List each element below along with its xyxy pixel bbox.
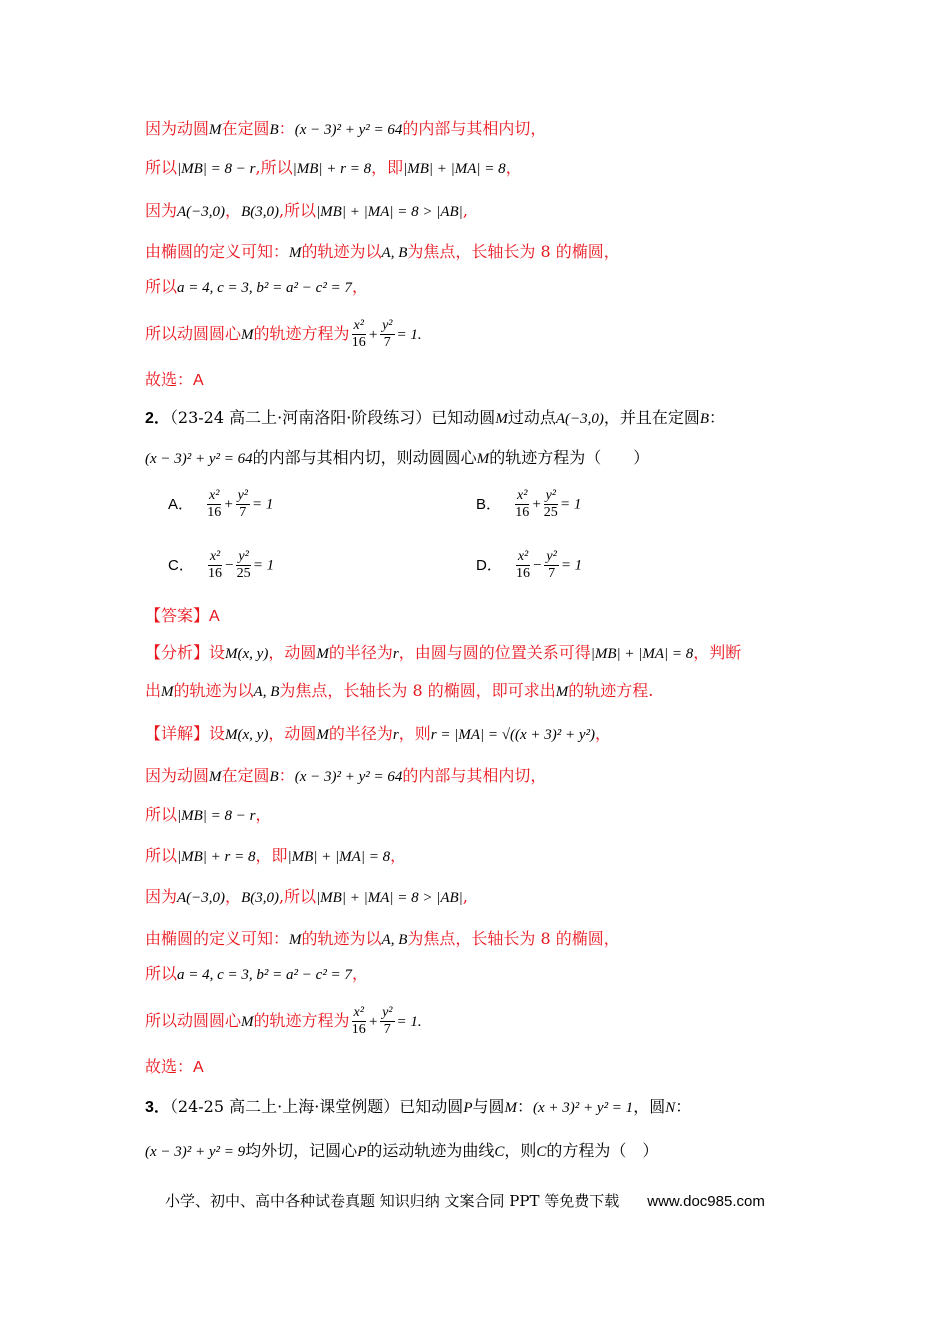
math: + bbox=[531, 496, 542, 513]
detail-line8 bbox=[145, 1005, 422, 1038]
text: ， bbox=[225, 201, 242, 220]
math: |MB| + r = 8 bbox=[177, 849, 256, 865]
math: (x − 3)² + y² = 9 bbox=[145, 1144, 246, 1160]
numerator: x² bbox=[353, 1005, 364, 1020]
denominator: 16 bbox=[351, 335, 366, 350]
text: 因为 bbox=[145, 887, 178, 906]
solution-line bbox=[145, 318, 422, 351]
text: 的轨迹方程为 bbox=[253, 324, 350, 343]
math: B bbox=[699, 411, 710, 427]
text: ， bbox=[255, 805, 272, 824]
denominator: 16 bbox=[515, 505, 530, 520]
math: M bbox=[209, 122, 222, 138]
analysis-line1 bbox=[145, 642, 741, 665]
math: M bbox=[495, 411, 508, 427]
text: 的轨迹为以 bbox=[301, 242, 382, 261]
option-a[interactable] bbox=[168, 488, 273, 521]
text: 所以动圆圆心 bbox=[145, 1011, 242, 1030]
text: ，则 bbox=[398, 724, 431, 743]
math: A(−3,0) bbox=[555, 411, 604, 427]
detail-line7 bbox=[145, 963, 368, 986]
numerator: y² bbox=[382, 1005, 393, 1020]
text: ： bbox=[278, 766, 295, 785]
detail-line5 bbox=[145, 886, 468, 909]
text: ，动圆 bbox=[268, 724, 317, 743]
text: ， bbox=[225, 887, 242, 906]
detail-tag: 【详解】 bbox=[145, 724, 210, 743]
math: r bbox=[392, 646, 399, 662]
answer-value: A bbox=[209, 608, 220, 625]
denominator: 16 bbox=[516, 566, 531, 581]
math: = 1 bbox=[560, 557, 583, 574]
option-c[interactable] bbox=[168, 549, 274, 582]
solution-line bbox=[145, 200, 468, 223]
math: A(−3,0) bbox=[177, 890, 226, 906]
math: |MB| = 8 − r bbox=[177, 808, 256, 824]
numerator: x² bbox=[209, 488, 220, 503]
text: 的运动轨迹为曲线 bbox=[366, 1141, 495, 1160]
math: a = 4, c = 3, b² = a² − c² = 7 bbox=[177, 280, 352, 296]
text: 为焦点，长轴长为 8 的椭圆， bbox=[407, 929, 620, 948]
numerator: x² bbox=[209, 549, 221, 564]
math: |MB| = 8 − r bbox=[177, 161, 256, 177]
text: ， bbox=[351, 277, 368, 296]
text: 因为动圆 bbox=[145, 119, 210, 138]
text: 的轨迹方程为 bbox=[253, 1011, 350, 1030]
text: 所以动圆圆心 bbox=[145, 324, 242, 343]
text: 的内部与其相内切， bbox=[402, 766, 547, 785]
text: ，由圆与圆的位置关系可得 bbox=[398, 643, 591, 662]
math: M bbox=[476, 451, 490, 467]
denominator: 25 bbox=[236, 566, 251, 581]
text: 所以 bbox=[145, 846, 178, 865]
math: B(3,0) bbox=[241, 204, 279, 220]
text: 的轨迹方程. bbox=[568, 681, 654, 700]
text: , bbox=[462, 201, 468, 220]
answer-choice: 故选：A bbox=[145, 1059, 204, 1076]
math: M bbox=[316, 646, 329, 662]
text: 为焦点，长轴长为 8 的椭圆，即可求出 bbox=[279, 681, 556, 700]
option-label: C． bbox=[168, 556, 194, 574]
option-d[interactable] bbox=[476, 549, 582, 582]
text: ： bbox=[709, 408, 726, 427]
text: ， bbox=[390, 846, 407, 865]
text: ： bbox=[278, 119, 295, 138]
text: 的半径为 bbox=[328, 724, 393, 743]
text: ,所以 bbox=[278, 887, 317, 906]
text: 所以 bbox=[145, 158, 178, 177]
text: 的半径为 bbox=[328, 643, 393, 662]
math: r = |MA| = √((x + 3)² + y²) bbox=[430, 727, 595, 743]
question-number: 3． bbox=[145, 1099, 170, 1116]
math: M bbox=[161, 684, 174, 700]
math: = 1. bbox=[396, 1014, 422, 1030]
math: = 1. bbox=[396, 327, 422, 343]
text: 设 bbox=[209, 724, 226, 743]
denominator: 25 bbox=[543, 505, 558, 520]
text: ，动圆 bbox=[268, 643, 317, 662]
denominator: 7 bbox=[548, 566, 556, 581]
text: 均外切，记圆心 bbox=[245, 1141, 358, 1160]
numerator: y² bbox=[546, 549, 557, 564]
numerator: y² bbox=[382, 318, 393, 333]
question-2-line1 bbox=[145, 407, 725, 430]
math: + bbox=[223, 496, 234, 513]
text: ，并且在定圆 bbox=[603, 408, 700, 427]
text: 由椭圆的定义可知： bbox=[145, 242, 290, 261]
text: 由椭圆的定义可知： bbox=[145, 929, 290, 948]
fraction bbox=[380, 318, 394, 351]
detail-line4 bbox=[145, 845, 406, 868]
math: A, B bbox=[381, 932, 408, 948]
numerator: y² bbox=[237, 488, 248, 503]
text: 与圆 bbox=[472, 1097, 505, 1116]
question-source: （24-25 高二上·上海·课堂例题） bbox=[169, 1097, 400, 1116]
math: (x + 3)² + y² = 1 bbox=[533, 1100, 634, 1116]
math: P bbox=[463, 1100, 473, 1116]
question-number: 2． bbox=[145, 410, 170, 427]
text: 的轨迹为以 bbox=[301, 929, 382, 948]
option-b[interactable] bbox=[476, 488, 581, 521]
text: 因为动圆 bbox=[145, 766, 210, 785]
text: 设 bbox=[209, 643, 226, 662]
text: , bbox=[462, 887, 468, 906]
math: M bbox=[555, 684, 569, 700]
math: (x − 3)² + y² = 64 bbox=[294, 769, 403, 785]
answer-choice: 故选：A bbox=[145, 372, 204, 389]
text: 因为 bbox=[145, 201, 178, 220]
math: M bbox=[504, 1100, 517, 1116]
question-3-line2 bbox=[145, 1140, 658, 1163]
math: (x − 3)² + y² = 64 bbox=[145, 451, 253, 467]
text: ,所以 bbox=[255, 158, 293, 177]
math: (x − 3)² + y² = 64 bbox=[294, 122, 403, 138]
text: 已知动圆 bbox=[431, 408, 496, 427]
fraction bbox=[208, 549, 222, 582]
option-label: B． bbox=[476, 495, 502, 513]
text: ： bbox=[675, 1097, 692, 1116]
denominator: 16 bbox=[208, 566, 223, 581]
solution-line bbox=[145, 118, 546, 141]
math: a = 4, c = 3, b² = a² − c² = 7 bbox=[177, 967, 352, 983]
option-label: D． bbox=[476, 556, 502, 574]
math: M bbox=[289, 932, 302, 948]
numerator: x² bbox=[517, 488, 528, 503]
text: 所以 bbox=[145, 964, 178, 983]
text: 所以 bbox=[145, 805, 178, 824]
numerator: x² bbox=[353, 318, 364, 333]
fraction bbox=[516, 549, 530, 582]
text: 在定圆 bbox=[221, 766, 270, 785]
math: B bbox=[269, 769, 279, 785]
math: M(x, y) bbox=[225, 727, 269, 743]
fraction bbox=[544, 488, 558, 521]
detail-line2 bbox=[145, 765, 546, 788]
detail-line3 bbox=[145, 804, 272, 827]
solution-line bbox=[145, 241, 620, 264]
math: |MB| + |MA| = 8 bbox=[590, 646, 694, 662]
solution-line bbox=[145, 276, 368, 299]
answer-line bbox=[145, 605, 220, 628]
math: = 1 bbox=[251, 496, 274, 513]
math: − bbox=[532, 557, 543, 574]
math: + bbox=[367, 327, 379, 343]
text: 的方程为（ ） bbox=[546, 1141, 659, 1160]
numerator: y² bbox=[545, 488, 556, 503]
option-label: A． bbox=[168, 495, 194, 513]
question-2-line2 bbox=[145, 447, 649, 470]
fraction bbox=[515, 488, 529, 521]
denominator: 7 bbox=[383, 335, 391, 350]
fraction bbox=[352, 318, 366, 351]
denominator: 16 bbox=[207, 505, 222, 520]
fraction bbox=[236, 488, 250, 521]
text: ，圆 bbox=[633, 1097, 666, 1116]
math: |MB| + |MA| = 8 > |AB| bbox=[316, 204, 463, 220]
answer-tag: 【答案】 bbox=[145, 606, 210, 625]
math: C bbox=[536, 1144, 547, 1160]
math: C bbox=[494, 1144, 505, 1160]
math: A(−3,0) bbox=[177, 204, 226, 220]
page-footer bbox=[165, 1190, 765, 1211]
fraction bbox=[352, 1005, 366, 1038]
text: ,所以 bbox=[278, 201, 317, 220]
numerator: y² bbox=[238, 549, 249, 564]
text: 所以 bbox=[145, 277, 178, 296]
text: 的轨迹为以 bbox=[173, 681, 254, 700]
math: M bbox=[316, 727, 329, 743]
fraction bbox=[380, 1005, 394, 1038]
text: 的轨迹方程为（ ） bbox=[489, 448, 650, 467]
math: N bbox=[665, 1100, 676, 1116]
math: B(3,0) bbox=[241, 890, 279, 906]
fraction bbox=[236, 549, 250, 582]
analysis-line2 bbox=[145, 680, 653, 703]
text: ， bbox=[351, 964, 368, 983]
fraction bbox=[207, 488, 221, 521]
detail-line6 bbox=[145, 928, 620, 951]
math: + bbox=[367, 1014, 379, 1030]
math: M bbox=[209, 769, 222, 785]
math: |MB| + r = 8 bbox=[292, 161, 372, 177]
footer-link[interactable]: www.doc985.com bbox=[647, 1193, 765, 1210]
math: A, B bbox=[381, 245, 408, 261]
math: P bbox=[357, 1144, 367, 1160]
denominator: 16 bbox=[351, 1022, 366, 1037]
text: ： bbox=[517, 1097, 534, 1116]
math: M bbox=[241, 327, 254, 343]
text: ， bbox=[595, 724, 612, 743]
question-source: （23-24 高二上·河南洛阳·阶段练习） bbox=[169, 408, 432, 427]
math: M bbox=[241, 1014, 254, 1030]
math: − bbox=[224, 557, 235, 574]
footer-text: 小学、初中、高中各种试卷真题 知识归纳 文案合同 PPT 等免费下载 bbox=[165, 1192, 620, 1210]
math: M bbox=[289, 245, 302, 261]
denominator: 7 bbox=[383, 1022, 391, 1037]
text: 过动点 bbox=[507, 408, 556, 427]
fraction bbox=[544, 549, 558, 582]
math: = 1 bbox=[559, 496, 582, 513]
text: 出 bbox=[145, 681, 162, 700]
text: 的内部与其相内切， bbox=[402, 119, 547, 138]
math: M(x, y) bbox=[225, 646, 269, 662]
text: 已知动圆 bbox=[399, 1097, 464, 1116]
math: |MB| + |MA| = 8 > |AB| bbox=[316, 890, 463, 906]
text: ，则 bbox=[504, 1141, 537, 1160]
solution-line bbox=[145, 157, 522, 180]
text: 在定圆 bbox=[221, 119, 270, 138]
math: = 1 bbox=[252, 557, 275, 574]
text: 为焦点，长轴长为 8 的椭圆， bbox=[407, 242, 620, 261]
analysis-tag: 【分析】 bbox=[145, 643, 210, 662]
text: ， bbox=[505, 158, 522, 177]
math: B bbox=[269, 122, 279, 138]
text: ，即 bbox=[255, 846, 288, 865]
text: ，判断 bbox=[693, 643, 742, 662]
math: A, B bbox=[253, 684, 280, 700]
math: |MB| + |MA| = 8 bbox=[403, 161, 506, 177]
math: r bbox=[392, 727, 399, 743]
detail-line1 bbox=[145, 723, 611, 746]
numerator: x² bbox=[517, 549, 529, 564]
question-3-line1 bbox=[145, 1096, 691, 1119]
math: |MB| + |MA| = 8 bbox=[287, 849, 391, 865]
text: 的内部与其相内切，则动圆圆心 bbox=[252, 448, 477, 467]
text: ，即 bbox=[371, 158, 404, 177]
denominator: 7 bbox=[239, 505, 247, 520]
